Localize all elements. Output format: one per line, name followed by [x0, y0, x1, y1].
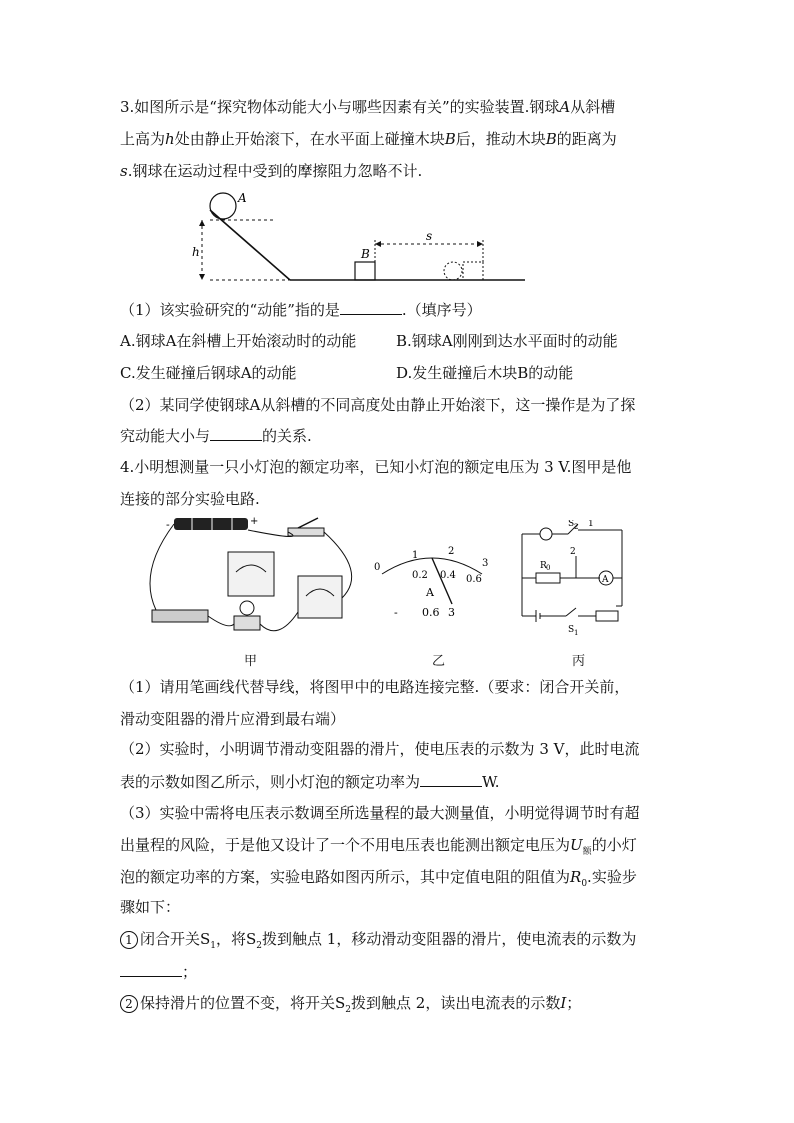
svg-text:2: 2 [570, 547, 576, 557]
ramp-figure [180, 188, 530, 288]
svg-text:1: 1 [574, 629, 579, 637]
lamp-symbol [540, 528, 552, 540]
svg-text:1: 1 [588, 520, 594, 529]
caption-bing: 丙 [572, 654, 586, 669]
svg-text:0.4: 0.4 [440, 570, 456, 581]
option-d: D.发生碰撞后木块B的动能 [396, 364, 574, 382]
svg-text:A: A [602, 575, 609, 585]
q3-line3: s.钢球在运动过程中受到的摩擦阻力忽略不计. [120, 162, 423, 180]
q4-sub1-line1: （1）请用笔画线代替导线，将图甲中的电路连接完整.（要求：闭合开关前， [120, 678, 630, 696]
q4-sub2-line2: 表的示数如图乙所示，则小灯泡的额定功率为 W. [120, 770, 500, 793]
option-b: B.钢球A刚刚到达水平面时的动能 [396, 332, 618, 350]
step1-number: 1 [120, 931, 138, 949]
label-s: s [426, 229, 433, 243]
circuit-jia-figure [148, 512, 368, 644]
svg-text:3: 3 [448, 606, 455, 619]
voltmeter [228, 552, 274, 596]
option-a: A.钢球A在斜槽上开始滚动时的动能 [120, 332, 357, 350]
q4-step2: 2 保持滑片的位置不变，将开关$S_2$拨到触点 2，读出电流表的示数I； [120, 992, 581, 1021]
ammeter [298, 576, 342, 618]
svg-text:1: 1 [412, 550, 419, 561]
steel-ball-a [210, 193, 236, 219]
svg-text:3: 3 [482, 558, 489, 569]
switch [288, 528, 324, 536]
resistor-r0 [536, 573, 560, 583]
svg-text:0.6: 0.6 [466, 574, 482, 585]
switch-s1 [566, 608, 576, 616]
label-a: A [238, 191, 247, 205]
q4-sub3-line2: 出量程的风险，于是他又设计了一个不用电压表也能测出额定电压为$U_额$的小灯 [120, 836, 637, 857]
q4-line1: 4.小明想测量一只小灯泡的额定功率，已知小灯泡的额定电压为 3 V.图甲是他 [120, 458, 632, 476]
q3-sub2-line2: 究动能大小与 的关系. [120, 424, 312, 447]
svg-text:A: A [426, 586, 434, 599]
q4-sub1-line2: 滑动变阻器的滑片应滑到最右端） [120, 710, 346, 728]
svg-text:-: - [394, 606, 398, 619]
q4-sub3-line4: 骤如下： [120, 898, 181, 916]
q4-sub3-line3: 泡的额定功率的方案，实验电路如图丙所示，其中定值电阻的阻值为$R_0$.实验步 [120, 868, 637, 889]
svg-text:-: - [166, 518, 170, 531]
svg-text:S: S [568, 625, 575, 635]
q4-sub2-line1: （2）实验时，小明调节滑动变阻器的滑片，使电压表的示数为 3 V，此时电流 [120, 740, 640, 758]
wood-block-b [355, 262, 375, 280]
battery [174, 518, 248, 530]
q3-sub2-line1: （2）某同学使钢球A从斜槽的不同高度处由静止开始滚下，这一操作是为了探 [120, 396, 636, 414]
bulb [234, 616, 260, 630]
svg-text:0: 0 [546, 564, 551, 572]
q4-line2: 连接的部分实验电路. [120, 490, 260, 508]
q3-line1: 3.如图所示是“探究物体动能大小与哪些因素有关”的实验装置.钢球A从斜槽 [120, 98, 616, 116]
dial-pointer [432, 558, 452, 604]
q3-sub1: （1）该实验研究的“动能”指的是 .（填序号） [120, 298, 482, 321]
svg-text:2: 2 [574, 523, 579, 531]
label-h: h [192, 245, 200, 259]
q4-step1: 1 闭合开关$S_1$，将$S_2$拨到触点 1，移动滑动变阻器的滑片，使电流表的示数为 [120, 928, 636, 957]
svg-text:S: S [568, 520, 575, 529]
ammeter-dial-figure [372, 544, 502, 624]
rheostat [152, 610, 208, 622]
svg-text:R: R [540, 561, 547, 571]
caption-jia: 甲 [244, 654, 258, 669]
step2-number: 2 [120, 995, 138, 1013]
svg-text:+: + [250, 516, 259, 527]
option-c: C.发生碰撞后钢球A的动能 [120, 364, 297, 382]
svg-text:0: 0 [374, 562, 381, 573]
svg-text:0.6: 0.6 [422, 606, 440, 619]
svg-text:0.2: 0.2 [412, 570, 428, 581]
q3-line2: 上高为h处由静止开始滚下，在水平面上碰撞木块B后，推动木块B的距离为 [120, 130, 617, 148]
caption-yi: 乙 [432, 654, 446, 669]
q4-sub3-line1: （3）实验中需将电压表示数调至所选量程的最大测量值，小明觉得调节时有超 [120, 804, 640, 822]
svg-text:2: 2 [448, 546, 455, 557]
circuit-bing-figure [516, 520, 636, 642]
rheostat-symbol [596, 611, 618, 621]
q4-step1-blank: ； [120, 960, 197, 983]
label-b: B [361, 247, 370, 261]
